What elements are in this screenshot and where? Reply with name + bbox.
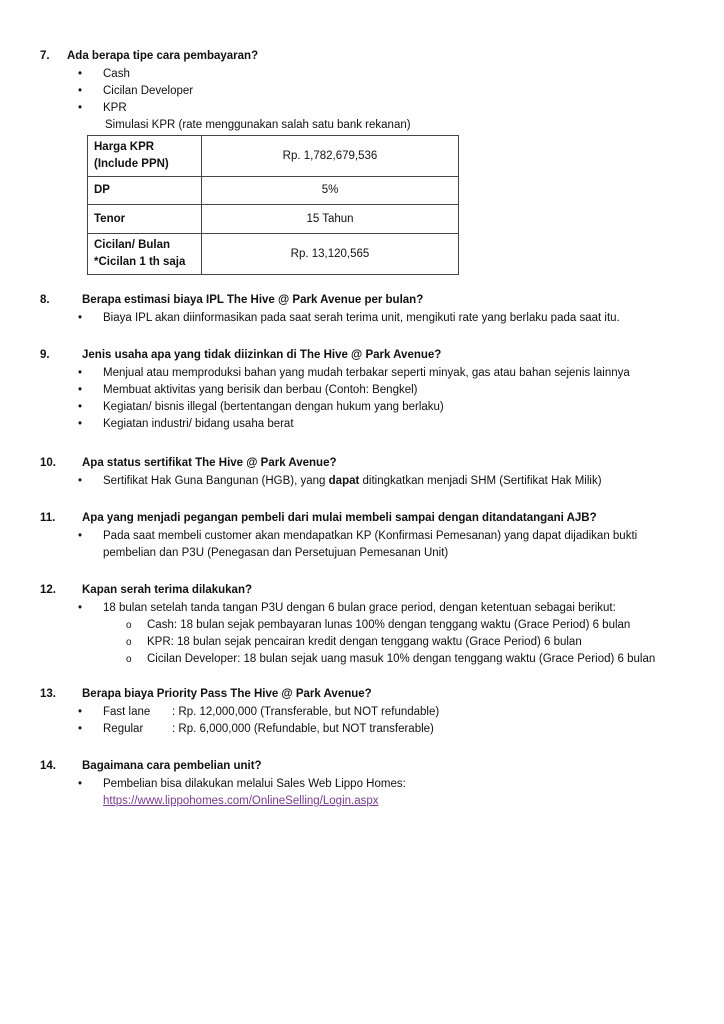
- table-value-cell: 5%: [202, 177, 459, 205]
- question-number: 11.: [40, 512, 56, 524]
- circle-bullet-icon: o: [126, 654, 132, 665]
- pass-label: Regular: [103, 723, 144, 735]
- kpr-simulation-table: [87, 135, 459, 275]
- kpr-simulation-title: Simulasi KPR (rate menggunakan salah satu bank rekanan): [105, 119, 411, 131]
- online-selling-link[interactable]: https://www.lippohomes.com/OnlineSelling/Login.aspx: [103, 795, 379, 807]
- question-text: Apa yang menjadi pegangan pembeli dari mulai membeli sampai dengan ditandatangani AJB?: [82, 512, 597, 524]
- answer-list: [0, 600, 724, 617]
- list-item: • Membuat aktivitas yang berisik dan berbau (Contoh: Bengkel): [0, 382, 724, 399]
- bullet-icon: [78, 721, 82, 738]
- answer-list: [0, 310, 724, 327]
- question-text: Apa status sertifikat The Hive @ Park Avenue?: [82, 457, 337, 469]
- bullet-icon: [78, 600, 82, 617]
- list-item: [0, 721, 724, 738]
- list-item: • Kegiatan/ bisnis illegal (bertentangan dengan hukum yang berlaku): [0, 399, 724, 416]
- bullet-icon: [78, 399, 82, 416]
- bullet-icon: [78, 365, 82, 382]
- question-number: 8.: [40, 294, 50, 306]
- question-number: 9.: [40, 349, 50, 361]
- question-text: Berapa biaya Priority Pass The Hive @ Park Avenue?: [82, 688, 372, 700]
- question-heading: [0, 347, 724, 365]
- list-item: • 18 bulan setelah tanda tangan P3U dengan 6 bulan grace period, dengan ketentuan sebagai berikut:: [0, 600, 724, 617]
- table-key-cell: DP: [88, 177, 202, 205]
- circle-bullet-icon: o: [126, 620, 132, 631]
- bullet-icon: [78, 528, 82, 545]
- table-value-cell: Rp. 1,782,679,536: [202, 136, 459, 177]
- faq-item-11: [0, 510, 724, 562]
- question-heading: [0, 455, 724, 473]
- table-row: [88, 205, 459, 234]
- question-heading: [0, 48, 724, 66]
- list-item: • Sertifikat Hak Guna Bangunan (HGB), yang dapat ditingkatkan menjadi SHM (Sertifikat Hak Milik): [0, 473, 724, 490]
- table-value-cell: 15 Tahun: [202, 205, 459, 234]
- question-number: 10.: [40, 457, 56, 469]
- answer-list: [0, 365, 724, 433]
- question-text: Ada berapa tipe cara pembayaran?: [67, 50, 259, 62]
- question-heading: [0, 292, 724, 310]
- faq-item-13: [0, 686, 724, 738]
- bullet-icon: [78, 416, 82, 433]
- faq-item-9: [0, 347, 724, 433]
- question-heading: [0, 686, 724, 704]
- faq-item-10: [0, 455, 724, 490]
- faq-item-8: [0, 292, 724, 327]
- faq-item-14: [0, 758, 724, 810]
- bullet-icon: [78, 382, 82, 399]
- pass-label: Fast lane: [103, 706, 151, 718]
- sub-list-item: o KPR: 18 bulan sejak pencairan kredit dengan tenggang waktu (Grace Period) 6 bulan: [0, 634, 724, 651]
- bullet-icon: [78, 704, 82, 721]
- question-text: Bagaimana cara pembelian unit?: [82, 760, 262, 772]
- table-value-cell: Rp. 13,120,565: [202, 234, 459, 275]
- table-key-cell: Cicilan/ Bulan *Cicilan 1 th saja: [88, 234, 202, 275]
- question-text: Kapan serah terima dilakukan?: [82, 584, 253, 596]
- payment-options-list: [0, 66, 724, 117]
- bullet-icon: [78, 473, 82, 490]
- question-heading: [0, 510, 724, 528]
- list-item: • Cash: [0, 66, 724, 83]
- list-item: • KPR: [0, 100, 724, 117]
- bullet-icon: [78, 310, 82, 327]
- pass-price: : Rp. 12,000,000 (Transferable, but NOT refundable): [172, 706, 440, 718]
- table-row: [88, 177, 459, 205]
- list-item: • Cicilan Developer: [0, 83, 724, 100]
- list-item: • Pembelian bisa dilakukan melalui Sales Web Lippo Homes: https://www.lippohomes.com/OnlineSelling/Login.aspx: [0, 776, 724, 810]
- question-number: 14.: [40, 760, 56, 772]
- sub-list-item: o Cash: 18 bulan sejak pembayaran lunas 100% dengan tenggang waktu (Grace Period) 6 bulan: [0, 617, 724, 634]
- list-item: • Pada saat membeli customer akan mendapatkan KP (Konfirmasi Pemesanan) yang dapat dijadikan bukti pembelian dan P3U (Penegasan dan Persetujuan Pemesanan Unit): [0, 528, 724, 562]
- question-number: 13.: [40, 688, 56, 700]
- answer-list: [0, 776, 724, 810]
- bullet-icon: [78, 66, 82, 83]
- bullet-icon: [78, 776, 82, 793]
- answer-list: [0, 473, 724, 490]
- question-heading: [0, 758, 724, 776]
- table-key-cell: Tenor: [88, 205, 202, 234]
- question-heading: [0, 582, 724, 600]
- list-item: • Menjual atau memproduksi bahan yang mudah terbakar seperti minyak, gas atau bahan sejenis lainnya: [0, 365, 724, 382]
- sub-list-item: o Cicilan Developer: 18 bulan sejak uang masuk 10% dengan tenggang waktu (Grace Period) 6 bulan: [0, 651, 724, 668]
- list-item: • Kegiatan industri/ bidang usaha berat: [0, 416, 724, 433]
- table-key-cell: Harga KPR (Include PPN): [88, 136, 202, 177]
- question-number: 7.: [40, 50, 50, 62]
- bullet-icon: [78, 83, 82, 100]
- answer-list: [0, 704, 724, 738]
- bullet-icon: [78, 100, 82, 117]
- circle-bullet-icon: o: [126, 637, 132, 648]
- faq-item-12: [0, 582, 724, 668]
- question-text: Berapa estimasi biaya IPL The Hive @ Park Avenue per bulan?: [82, 294, 424, 306]
- faq-item-7: [0, 48, 724, 134]
- question-number: 12.: [40, 584, 56, 596]
- sub-list: [0, 617, 724, 668]
- answer-list: [0, 528, 724, 562]
- table-row: [88, 136, 459, 177]
- question-text: Jenis usaha apa yang tidak diizinkan di The Hive @ Park Avenue?: [82, 349, 442, 361]
- table-row: [88, 234, 459, 275]
- pass-price: : Rp. 6,000,000 (Refundable, but NOT transferable): [172, 723, 434, 735]
- list-item: • Biaya IPL akan diinformasikan pada saat serah terima unit, mengikuti rate yang berlaku pada saat itu.: [0, 310, 724, 327]
- list-item: [0, 704, 724, 721]
